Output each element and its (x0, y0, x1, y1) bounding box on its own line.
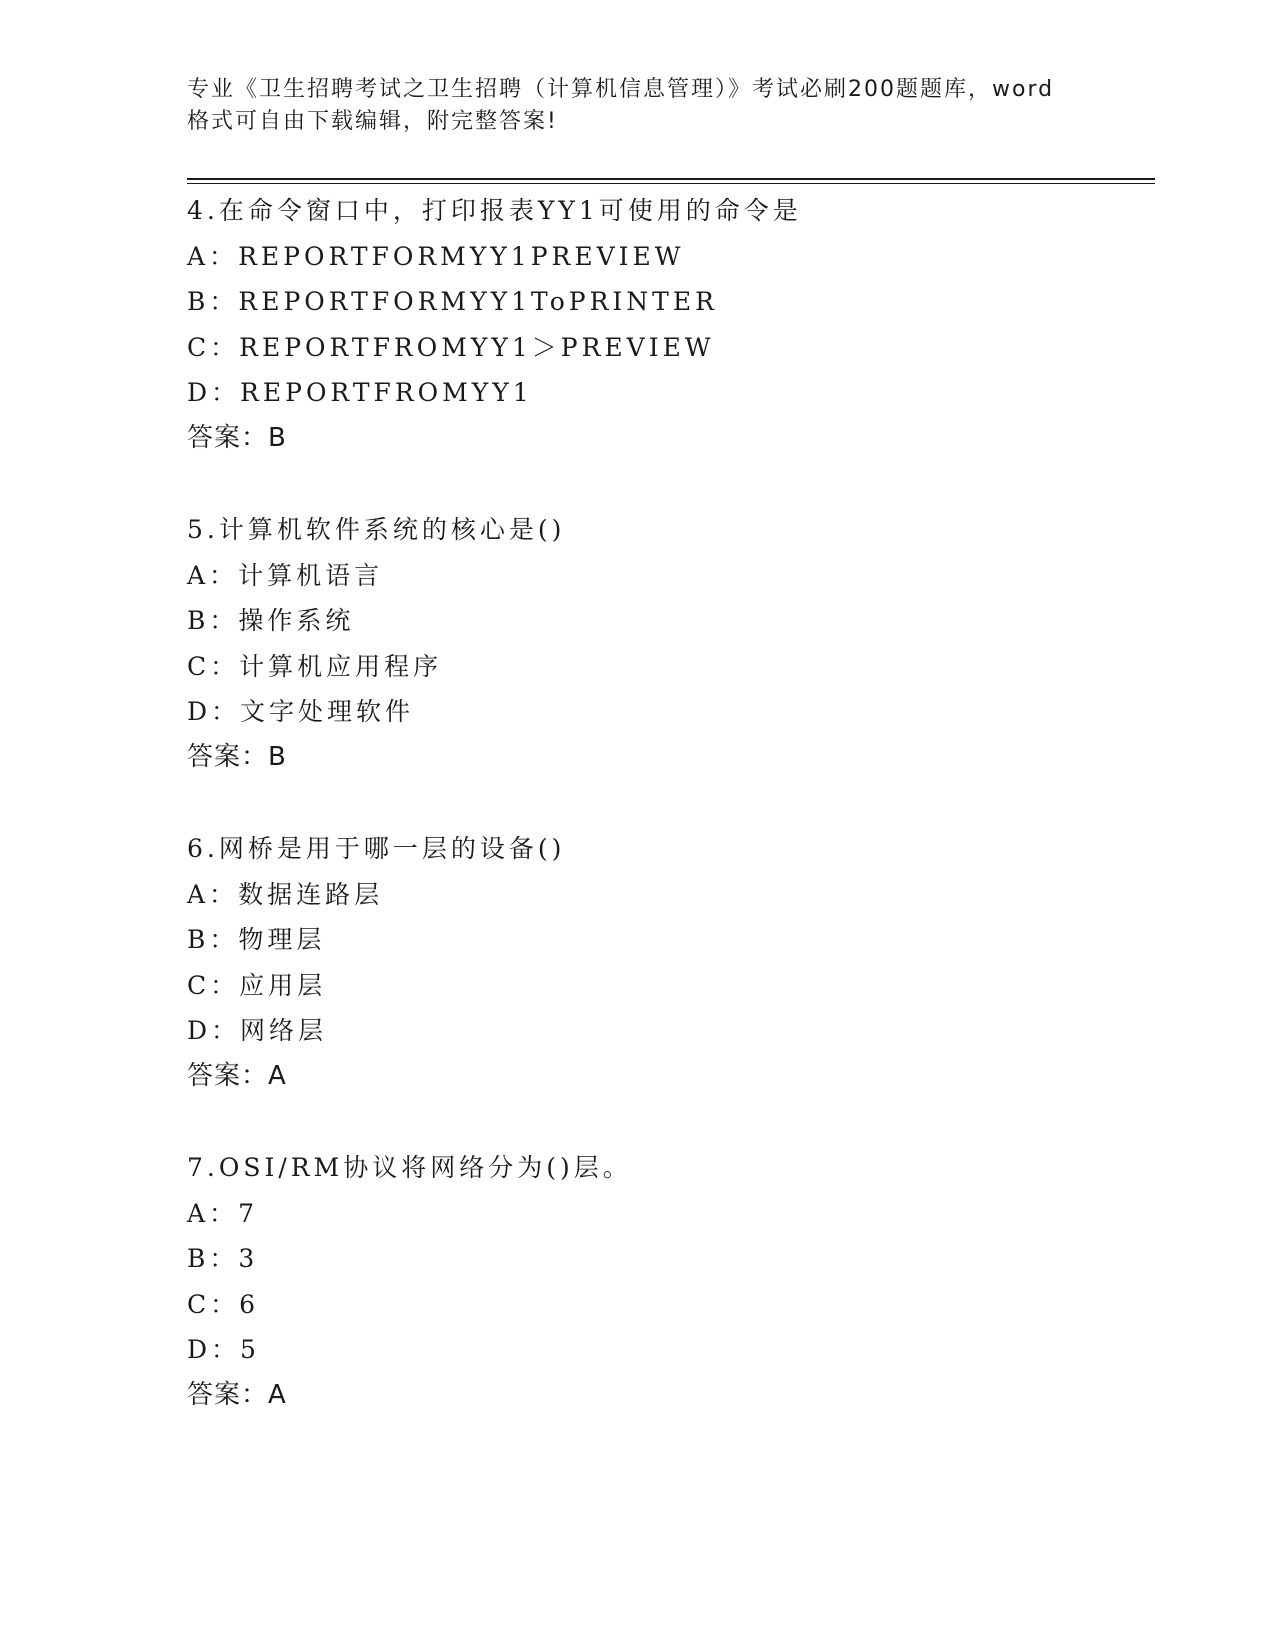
option-c (187, 963, 1147, 1009)
option-a (187, 1191, 1147, 1237)
question-block (187, 826, 1147, 1099)
option-text: 6 (239, 1289, 260, 1319)
option-c (187, 325, 1147, 371)
question-text: 7.OSI/RM协议将网络分为()层。 (187, 1153, 632, 1182)
answer-text: 答案：B (187, 422, 287, 453)
option-c (187, 1282, 1147, 1328)
option-a (187, 553, 1147, 599)
option-text: 5 (240, 1335, 260, 1364)
option-label: A： (187, 1198, 239, 1228)
option-text: 应用层 (239, 970, 327, 1000)
option-d (187, 1327, 1147, 1373)
option-label: D： (187, 697, 241, 726)
option-label: D： (187, 378, 241, 407)
option-text: REPORTFROMYY1＞PREVIEW (239, 332, 715, 362)
question-text: 4.在命令窗口中，打印报表YY1可使用的命令是 (187, 196, 802, 225)
option-text: 计算机应用程序 (239, 651, 443, 681)
option-a (187, 872, 1147, 918)
option-label: B： (187, 606, 239, 635)
question-text: 6.网桥是用于哪一层的设备() (187, 834, 566, 863)
option-label: C： (187, 970, 240, 1000)
question-block (187, 1145, 1147, 1418)
answer-text: 答案：B (187, 741, 287, 772)
answer-text: 答案：A (187, 1060, 287, 1091)
option-label: A： (187, 241, 239, 271)
option-text: 物理层 (238, 925, 326, 954)
document-title (187, 74, 1087, 138)
option-label: D： (187, 1016, 241, 1045)
option-text: REPORTFORMYY1ToPRINTER (238, 287, 718, 316)
question-block (187, 507, 1147, 780)
option-label: C： (187, 651, 240, 681)
option-c (187, 644, 1147, 690)
option-label: C： (187, 1289, 240, 1319)
option-a (187, 234, 1147, 280)
option-d (187, 370, 1147, 416)
option-b (187, 917, 1147, 963)
option-label: A： (187, 560, 239, 590)
header-divider-thick (187, 178, 1155, 180)
option-label: B： (187, 925, 239, 954)
option-text: REPORTFORMYY1PREVIEW (238, 241, 685, 271)
option-text: 7 (238, 1198, 258, 1228)
option-text: 计算机语言 (238, 560, 384, 590)
option-b (187, 279, 1147, 325)
option-text: REPORTFROMYY1 (240, 378, 533, 407)
option-b (187, 598, 1147, 644)
question-block (187, 188, 1147, 461)
option-label: D： (187, 1335, 241, 1364)
option-label: C： (187, 332, 240, 362)
option-text: 3 (238, 1244, 259, 1273)
option-d (187, 689, 1147, 735)
option-label: A： (187, 879, 239, 909)
header-divider-thin (187, 183, 1155, 184)
option-text: 操作系统 (238, 606, 355, 635)
option-text: 文字处理软件 (240, 697, 415, 726)
option-text: 数据连路层 (238, 879, 384, 909)
title-line-1: 专业《卫生招聘考试之卫生招聘（计算机信息管理）》考试必刷200题题库，word (187, 77, 1055, 102)
answer-text: 答案：A (187, 1379, 287, 1410)
option-label: B： (187, 287, 239, 316)
option-label: B： (187, 1244, 239, 1273)
option-b (187, 1236, 1147, 1282)
option-text: 网络层 (240, 1016, 328, 1045)
option-d (187, 1008, 1147, 1054)
title-line-2: 格式可自由下载编辑，附完整答案! (187, 109, 558, 134)
question-text: 5.计算机软件系统的核心是() (187, 515, 566, 544)
